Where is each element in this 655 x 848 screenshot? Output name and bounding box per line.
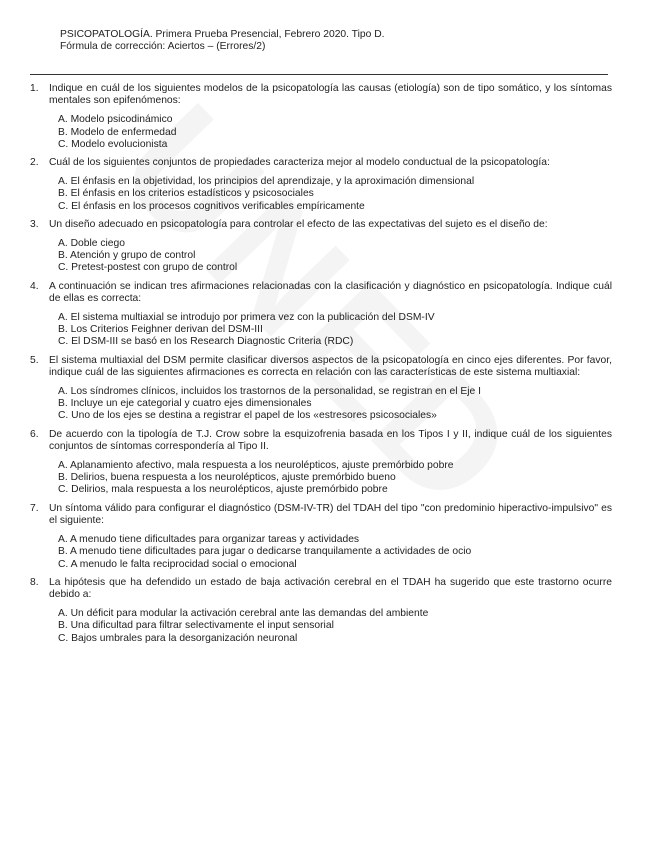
option-b: B. El énfasis en los criterios estadísticos y psicosociales: [58, 188, 314, 200]
question-5: [30, 355, 612, 423]
question-3: [30, 219, 612, 275]
question-text: La hipótesis que ha defendido un estado de baja activación cerebral en el TDAH ha sugerido que este trastorno ocurre debido a:: [49, 576, 612, 600]
option-c: C. Pretest-postest con grupo de control: [58, 262, 238, 274]
option-a: A. El sistema multiaxial se introdujo por primera vez con la publicación del DSM-IV: [58, 312, 435, 324]
option-list: [58, 176, 612, 213]
option-list: [58, 312, 612, 349]
question-text: El sistema multiaxial del DSM permite clasificar diversos aspectos de la psicopatología en cinco ejes diferentes. Por favor, indique cuál de las siguientes afirmaciones es correcta en relación con las características de este sistema multiaxial:: [49, 354, 612, 378]
option-c: C. El énfasis en los procesos cognitivos verificables empíricamente: [58, 200, 365, 212]
question-text: A continuación se indican tres afirmaciones relacionadas con la clasificación y diagnóstico en psicopatología. Indique cuál de ellas es correcta:: [49, 280, 612, 304]
question-number: 1.: [30, 83, 39, 94]
option-b: B. Una dificultad para filtrar selectivamente el input sensorial: [58, 620, 334, 632]
option-a: A. Un déficit para modular la activación cerebral ante las demandas del ambiente: [58, 608, 429, 620]
question-text: Un síntoma válido para configurar el diagnóstico (DSM-IV-TR) del TDAH del tipo "con predominio hiperactivo-impulsivo" es el siguiente:: [49, 502, 612, 526]
question-1: [30, 83, 612, 151]
option-a: A. El énfasis en la objetividad, los principios del aprendizaje, y la aproximación dimensional: [58, 176, 475, 188]
header-divider: [30, 74, 608, 75]
question-number: 6.: [30, 428, 39, 440]
question-number: 5.: [30, 354, 39, 366]
option-list: [58, 114, 612, 151]
option-a: A. Doble ciego: [58, 238, 125, 250]
option-list: [58, 608, 612, 645]
option-b: B. A menudo tiene dificultades para jugar o dedicarse tranquilamente a actividades de ocio: [58, 546, 472, 558]
question-8: [30, 577, 612, 645]
question-list: [30, 83, 612, 651]
exam-header: [60, 29, 620, 53]
option-list: [58, 460, 612, 497]
option-a: A. Los síndromes clínicos, incluidos los trastornos de la personalidad, se registran en el Eje I: [58, 386, 481, 398]
question-number: 3.: [30, 218, 39, 230]
exam-title: PSICOPATOLOGÍA. Primera Prueba Presencial, Febrero 2020. Tipo D.: [60, 29, 385, 40]
option-b: B. Incluye un eje categorial y cuatro ejes dimensionales: [58, 398, 312, 410]
question-number: 7.: [30, 502, 39, 514]
question-number: 2.: [30, 157, 39, 169]
option-a: A. Modelo psicodinámico: [58, 114, 173, 126]
option-a: A. A menudo tiene dificultades para organizar tareas y actividades: [58, 534, 360, 546]
option-c: C. A menudo le falta reciprocidad social o emocional: [58, 558, 297, 570]
question-text: Un diseño adecuado en psicopatología para controlar el efecto de las expectativas del sujeto es el diseño de:: [49, 218, 548, 230]
correction-formula: Fórmula de corrección: Aciertos – (Errores/2): [60, 41, 266, 53]
option-c: C. Delirios, mala respuesta a los neurolépticos, ajuste premórbido pobre: [58, 484, 388, 496]
option-b: B. Modelo de enfermedad: [58, 126, 177, 138]
option-c: C. Modelo evolucionista: [58, 138, 168, 150]
question-4: [30, 281, 612, 349]
option-b: B. Delirios, buena respuesta a los neurolépticos, ajuste premórbido bueno: [58, 472, 396, 484]
option-list: [58, 238, 612, 275]
question-number: 4.: [30, 280, 39, 292]
option-c: C. Uno de los ejes se destina a registrar el papel de los «estresores psicosociales»: [58, 410, 437, 422]
question-number: 8.: [30, 576, 39, 588]
question-7: [30, 503, 612, 571]
option-list: [58, 534, 612, 571]
option-list: [58, 386, 612, 423]
question-text: Cuál de los siguientes conjuntos de propiedades caracteriza mejor al modelo conductual de la psicopatología:: [49, 157, 550, 169]
question-text: De acuerdo con la tipología de T.J. Crow sobre la esquizofrenia basada en los Tipos I y II, indique cuál de los siguientes conjuntos de síntomas correspondería al Tipo II.: [49, 428, 612, 452]
question-6: [30, 429, 612, 497]
option-b: B. Los Criterios Feighner derivan del DSM-III: [58, 324, 263, 336]
question-2: [30, 157, 612, 213]
question-text: Indique en cuál de los siguientes modelos de la psicopatología las causas (etiología) son de tipo somático, y los síntomas mentales son epifenómenos:: [49, 83, 612, 107]
option-b: B. Atención y grupo de control: [58, 250, 196, 262]
option-a: A. Aplanamiento afectivo, mala respuesta a los neurolépticos, ajuste premórbido pobre: [58, 460, 454, 472]
option-c: C. El DSM-III se basó en los Research Diagnostic Criteria (RDC): [58, 336, 354, 348]
option-c: C. Bajos umbrales para la desorganización neuronal: [58, 632, 298, 644]
